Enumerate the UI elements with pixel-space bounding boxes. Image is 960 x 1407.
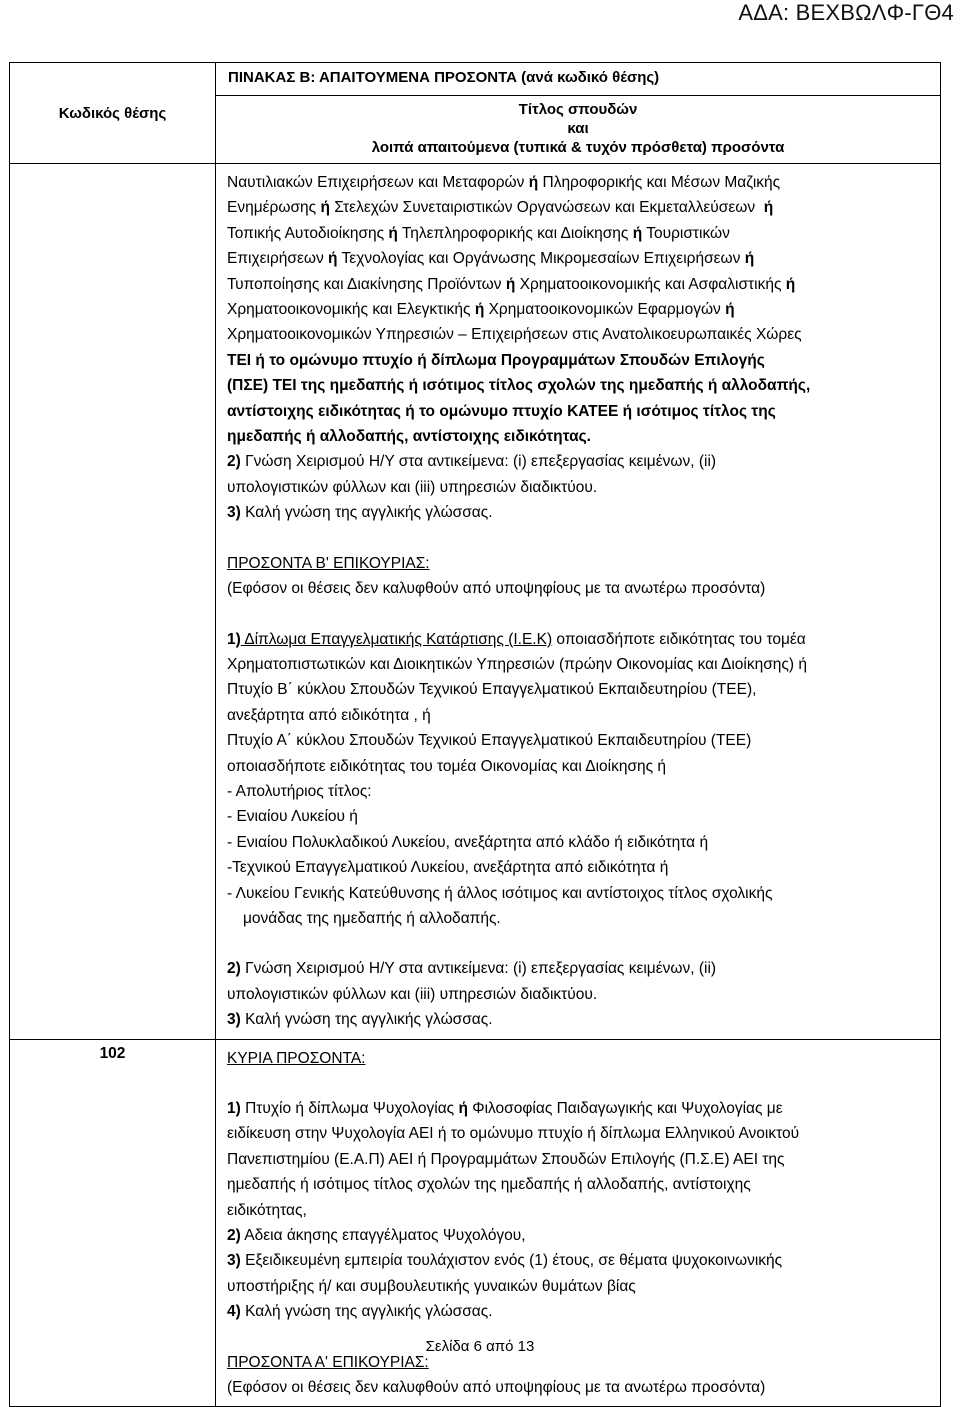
bold-line: ημεδαπής ή αλλοδαπής, αντίστοιχης ειδικότητας. — [227, 428, 591, 446]
auxiliary-requirement-3: 3) Καλή γνώση της αγγλικής γλώσσας. — [227, 1011, 493, 1029]
bold-line: ΤΕΙ ή το ομώνυμο πτυχίο ή δίπλωμα Προγραμμάτων Σπουδών Επιλογής — [227, 351, 765, 369]
main-qualifications-heading: ΚΥΡΙΑ ΠΡΟΣΟΝΤΑ: — [227, 1049, 366, 1067]
position-code-cell — [10, 164, 216, 1040]
text-line: Χρηματοοικονομικών Υπηρεσιών – Επιχειρήσεων στις Ανατολικοευρωπαικές Χώρες — [227, 326, 802, 344]
auxiliary-requirement-2: 2) Γνώση Χειρισμού Η/Υ στα αντικείμενα: (i) επεξεργασίας κειμένων, (ii) — [227, 960, 717, 978]
auxiliary-requirement-1: 1) Δίπλωμα Επαγγελματικής Κατάρτισης (Ι.Ε.Κ) οποιασδήποτε ειδικότητας του τομέα — [227, 630, 806, 648]
position-code-header: Κωδικός θέσης — [10, 63, 216, 164]
table-title: ΠΙΝΑΚΑΣ Β: ΑΠΑΙΤΟΥΜΕΝΑ ΠΡΟΣΟΝΤΑ (ανά κωδικό θέσης) — [216, 63, 941, 96]
text-line: Χρηματοπιστωτικών και Διοικητικών Υπηρεσιών (πρώην Οικονομίας και Διοίκησης) ή — [227, 655, 807, 673]
requirement-1: 1) Πτυχίο ή δίπλωμα Ψυχολογίας ή Φιλοσοφίας Παιδαγωγικής και Ψυχολογίας με — [227, 1100, 783, 1117]
requirement-3: 3) Καλή γνώση της αγγλικής γλώσσας. — [227, 504, 493, 522]
text-line: Χρηματοοικονομικής και Ελεγκτικής ή Χρηματοοικονομικών Εφαρμογών ή — [227, 301, 735, 319]
text-line: οποιασδήποτε ειδικότητας του τομέα Οικονομίας και Διοίκησης ή — [227, 757, 667, 775]
header-line: Τίτλος σπουδών — [518, 101, 638, 118]
bold-line: αντίστοιχης ειδικότητας ή το ομώνυμο πτυχίο ΚΑΤΕΕ ή ισότιμος τίτλος της — [227, 402, 776, 420]
text-line: μονάδας της ημεδαπής ή αλλοδαπής. — [243, 909, 501, 927]
requirement-2: 2) Γνώση Χειρισμού Η/Υ στα αντικείμενα: (i) επεξεργασίας κειμένων, (ii) — [227, 453, 717, 471]
bold-line: (ΠΣΕ) ΤΕΙ της ημεδαπής ή ισότιμος τίτλος σχολών της ημεδαπής ή αλλοδαπής, — [227, 377, 811, 395]
text-line: Πτυχίο Β΄ κύκλου Σπουδών Τεχνικού Επαγγελματικού Εκπαιδευτηρίου (ΤΕΕ), — [227, 681, 757, 699]
text-line: υποστήριξης ή/ και συμβουλευτικής γυναικών θυμάτων βίας — [227, 1277, 636, 1295]
position-code-cell: 102 — [10, 1039, 216, 1407]
text-line: Επιχειρήσεων ή Τεχνολογίας και Οργάνωσης Μικρομεσαίων Επιχειρήσεων ή — [227, 250, 755, 268]
text-line: Ενημέρωσης ή Στελεχών Συνεταιριστικών Οργανώσεων και Εκμεταλλεύσεων ή — [227, 199, 774, 217]
text-line: Τοπικής Αυτοδιοίκησης ή Τηλεπληροφορικής και Διοίκησης ή Τουριστικών — [227, 224, 730, 242]
text-line: Ναυτιλιακών Επιχειρήσεων και Μεταφορών ή Πληροφορικής και Μέσων Μαζικής — [227, 174, 781, 191]
text-line: υπολογιστικών φύλλων και (iii) υπηρεσιών διαδικτύου. — [227, 478, 598, 496]
text-line: - Απολυτήριος τίτλος: — [227, 782, 372, 800]
text-line: ημεδαπής ή ισότιμος τίτλος σχολών της ημεδαπής ή αλλοδαπής, αντίστοιχης — [227, 1176, 751, 1194]
auxiliary-a-heading: ΠΡΟΣΟΝΤΑ Α' ΕΠΙΚΟΥΡΙΑΣ: — [227, 1353, 429, 1371]
text-line: υπολογιστικών φύλλων και (iii) υπηρεσιών διαδικτύου. — [227, 985, 598, 1003]
text-line: ειδικότητας, — [227, 1201, 307, 1219]
auxiliary-note: (Εφόσον οι θέσεις δεν καλυφθούν από υποψηφίους με τα ανωτέρω προσόντα) — [227, 1379, 766, 1397]
requirements-table — [9, 62, 941, 1407]
page-number: Σελίδα 6 από 13 — [425, 1338, 535, 1355]
header-line: λοιπά απαιτούμενα (τυπικά & τυχόν πρόσθετα) προσόντα — [371, 139, 785, 156]
text-line: ειδίκευση στην Ψυχολογία ΑΕΙ ή το ομώνυμο πτυχίο ή δίπλωμα Ελληνικού Ανοικτού — [227, 1125, 800, 1143]
text-line: ανεξάρτητα από ειδικότητα , ή — [227, 706, 431, 724]
text-line: - Ενιαίου Πολυκλαδικού Λυκείου, ανεξάρτητα από κλάδο ή ειδικότητα ή — [227, 833, 709, 851]
text-line: -Τεχνικού Επαγγελματικού Λυκείου, ανεξάρτητα από ειδικότητα ή — [227, 859, 669, 877]
text-line: Πτυχίο Α΄ κύκλου Σπουδών Τεχνικού Επαγγελματικού Εκπαιδευτηρίου (ΤΕΕ) — [227, 732, 752, 750]
requirement-4: 4) Καλή γνώση της αγγλικής γλώσσας. — [227, 1303, 493, 1321]
qualifications-header — [216, 96, 941, 164]
auxiliary-b-heading: ΠΡΟΣΟΝΤΑ Β' ΕΠΙΚΟΥΡΙΑΣ: — [227, 554, 430, 572]
document-ada-code: ΑΔΑ: ΒΕΧΒΩΛΦ-ΓΘ4 — [738, 0, 954, 25]
requirement-3: 3) Εξειδικευμένη εμπειρία τουλάχιστον ενός (1) έτους, σε θέματα ψυχοκοινωνικής — [227, 1252, 783, 1270]
text-line: - Λυκείου Γενικής Κατεύθυνσης ή άλλος ισότιμος και αντίστοιχος τίτλος σχολικής — [227, 884, 773, 902]
text-line: Πανεπιστημίου (Ε.Α.Π) ΑΕΙ ή Προγραμμάτων Σπουδών Επιλογής (Π.Σ.Ε) ΑΕΙ της — [227, 1150, 785, 1168]
qualifications-cell — [216, 164, 941, 1040]
text-line: Τυποποίησης και Διακίνησης Προϊόντων ή Χρηματοοικονομικής και Ασφαλιστικής ή — [227, 275, 796, 293]
auxiliary-note: (Εφόσον οι θέσεις δεν καλυφθούν από υποψηφίους με τα ανωτέρω προσόντα) — [227, 580, 766, 598]
header-line: και — [567, 120, 589, 137]
requirement-2: 2) Αδεια άκησης επαγγέλματος Ψυχολόγου, — [227, 1227, 526, 1245]
text-line: - Ενιαίου Λυκείου ή — [227, 808, 358, 826]
